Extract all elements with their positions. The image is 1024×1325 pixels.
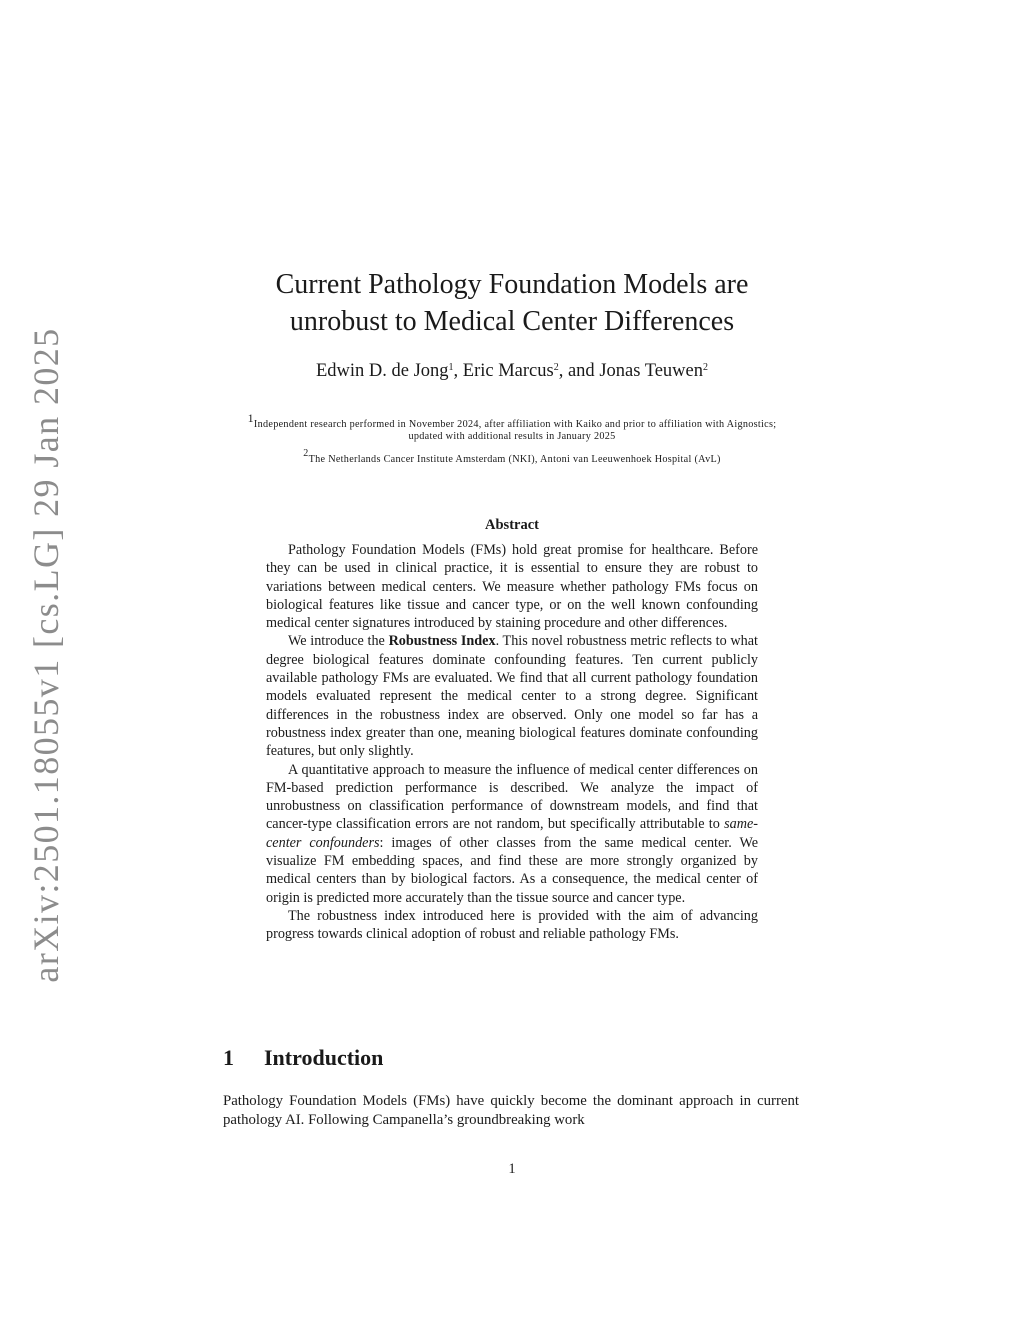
section-number: 1 (223, 1045, 234, 1070)
affiliation-mark: 2 (303, 448, 309, 459)
affiliation-text: Independent research performed in November 2024, after affiliation with Kaiko and prior to affiliation with Aignostics; updated with additional results in January 2025 (253, 419, 777, 442)
arxiv-identifier-stamp (6, 327, 86, 983)
same-center-confounders-term: same-center confounders (266, 816, 758, 851)
title-line-2: unrobust to Medical Center Differences (289, 306, 735, 337)
affiliation-mark: 1 (247, 411, 254, 425)
affiliation-1 (232, 412, 792, 443)
author-separator: , (453, 361, 463, 381)
author-name: Edwin D. de Jong (315, 361, 449, 381)
author-name: Eric Marcus (462, 361, 554, 381)
page-number: 1 (508, 1161, 516, 1177)
abstract-paragraph-4: The robustness index introduced here is provided with the aim of advancing progress towards clinical adoption of robust and reliable pathology FMs. (266, 907, 758, 943)
title-line-1: Current Pathology Foundation Models are (275, 269, 749, 300)
affiliation-2 (232, 448, 792, 466)
author-affiliation-mark: 2 (703, 362, 709, 373)
paper-title (212, 266, 812, 340)
author-affiliation-mark: 2 (553, 362, 559, 373)
abstract-text: . This novel robustness metric reflects to what degree biological features dominate confounding features. Ten current publicly available pathology FMs are evaluated. We find that all current pathology foundation models evaluated represent the medical center to a strong degree. Significant differences in the robustness index are observed. Only one model so far has a robustness index greater than one, meaning biological features dominate confounding features, but only slightly. (266, 633, 758, 760)
arxiv-identifier-text: arXiv:2501.18055v1 [cs.LG] 29 Jan 2025 (26, 327, 66, 983)
author-name: Jonas Teuwen (599, 361, 704, 381)
abstract-paragraph-2 (266, 632, 758, 760)
abstract-paragraph-1: Pathology Foundation Models (FMs) hold great promise for healthcare. Before they can be used in clinical practice, it is essential to ensure they are robust to variations between medical centers. We measure whether pathology FMs focus on biological features like tissue and cancer type, or on the well known confounding medical center signatures introduced by staining procedure and other differences. (266, 542, 758, 632)
robustness-index-term: Robustness Index (388, 633, 496, 650)
section-heading-introduction (223, 1045, 383, 1071)
abstract-text: A quantitative approach to measure the influence of medical center differences on FM-based prediction performance is described. We analyze the impact of unrobustness on classification performance of downstream models, and find that cancer-type classification errors are not random, but specifically attributable to (266, 761, 758, 833)
section-title: Introduction (264, 1045, 384, 1070)
abstract-text: We introduce the (288, 633, 389, 650)
author-separator: , and (558, 361, 600, 381)
introduction-paragraph: Pathology Foundation Models (FMs) have quickly become the dominant approach in current pathology AI. Following Campanella’s groundbreaking work (223, 1093, 799, 1129)
abstract-paragraph-3 (266, 761, 758, 907)
abstract-text: : images of other classes from the same medical center. We visualize FM embedding spaces, and find these are more strongly organized by medical centers than by biological factors. As a consequence, the medical center of origin is predicted more accurately than the tissue source and cancer type. (266, 834, 759, 906)
affiliation-text: The Netherlands Cancer Institute Amsterdam (NKI), Antoni van Leeuwenhoek Hospital (AvL) (308, 454, 721, 465)
abstract-heading: Abstract (485, 517, 539, 533)
abstract-body (266, 541, 758, 944)
author-list (212, 361, 812, 382)
author-affiliation-mark: 1 (448, 362, 454, 373)
